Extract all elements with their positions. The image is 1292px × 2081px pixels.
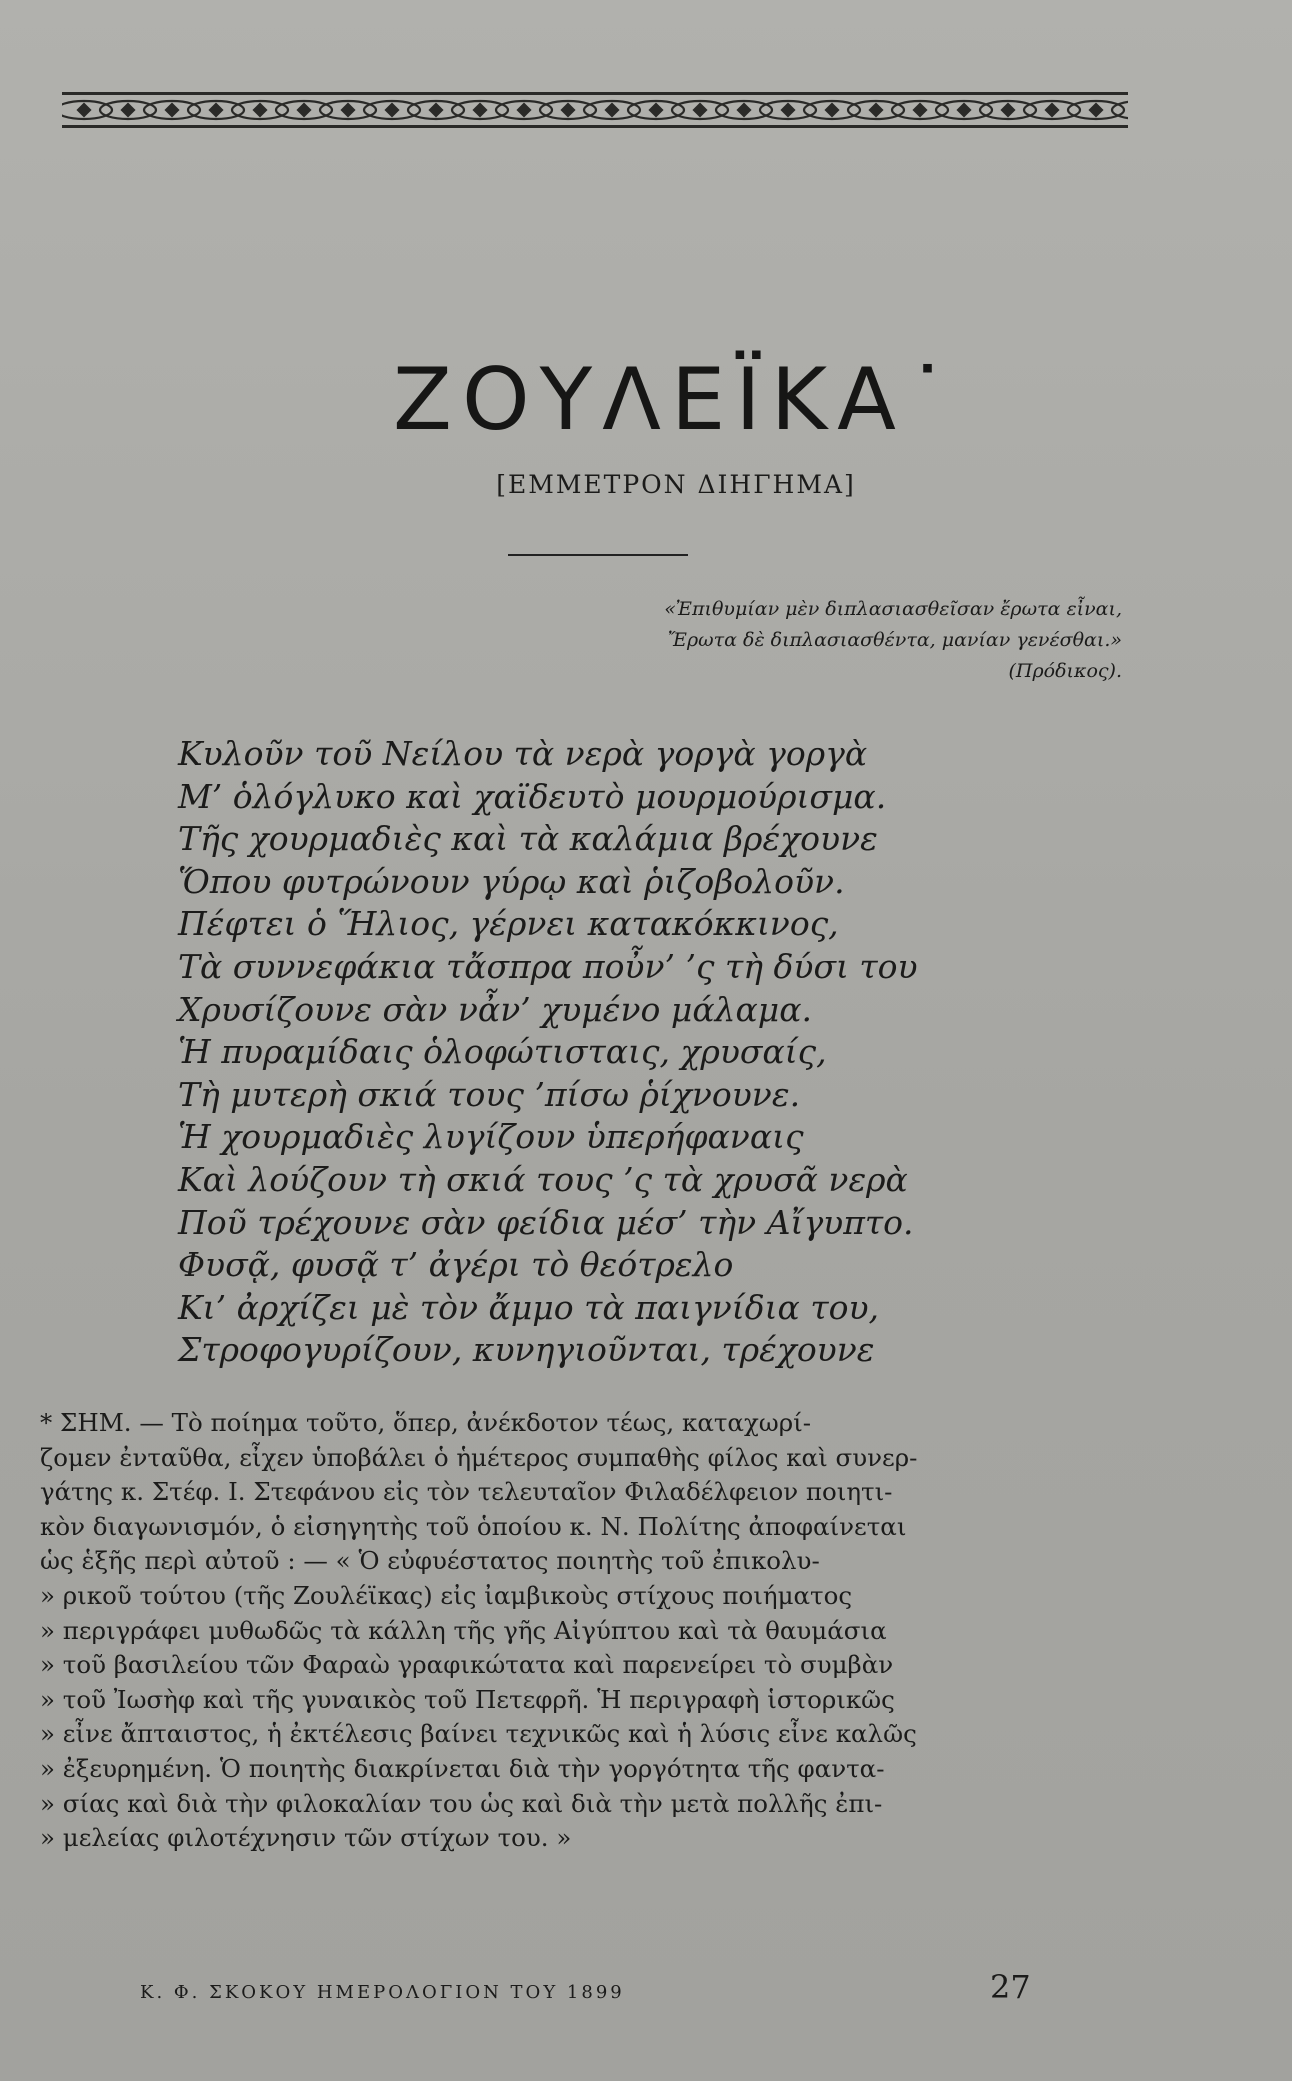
poem-line: Ἡ χουρμαδιὲς λυγίζουν ὑπερήφαναις bbox=[178, 1117, 804, 1157]
page-title: ΖΟΥΛΕΪΚΑ˙ bbox=[393, 350, 959, 450]
ornament-diamond bbox=[474, 104, 486, 116]
poem-body bbox=[178, 733, 918, 1372]
ornament-diamond bbox=[166, 104, 178, 116]
ornament-diamond bbox=[606, 104, 618, 116]
title-rule bbox=[508, 554, 688, 556]
footnote-line: » ἐξευρημένη. Ὁ ποιητὴς διακρίνεται διὰ τὴν γοργότητα τῆς φαντα- bbox=[40, 1753, 885, 1783]
poem-line: Στροφογυρίζουν, κυνηγιοῦνται, τρέχουνε bbox=[178, 1330, 875, 1370]
poem-line: Μ’ ὁλόγλυκο καὶ χαϊδευτὸ μουρμούρισμα. bbox=[178, 776, 887, 816]
footnote-line: » ρικοῦ τούτου (τῆς Ζουλέϊκας) εἰς ἰαμβικοὺς στίχους ποιήματος bbox=[40, 1580, 853, 1610]
poem-line: Κι’ ἀρχίζει μὲ τὸν ἄμμο τὰ παιγνίδια του, bbox=[178, 1287, 879, 1327]
poem-line: Τὴ μυτερὴ σκιά τους ’πίσω ῥίχνουνε. bbox=[178, 1074, 801, 1114]
page-number: 27 bbox=[990, 1968, 1031, 2006]
ornament-diamond bbox=[386, 104, 398, 116]
ornament-diamond bbox=[1090, 104, 1102, 116]
ornament-diamond bbox=[562, 104, 574, 116]
footnote-line: » σίας καὶ διὰ τὴν φιλοκαλίαν του ὡς καὶ διὰ τὴν μετὰ πολλῆς ἐπι- bbox=[40, 1788, 883, 1818]
footnote-line: » τοῦ βασιλείου τῶν Φαραὼ γραφικώτατα καὶ παρενείρει τὸ συμβὰν bbox=[40, 1650, 894, 1680]
footnote-line: γάτης κ. Στέφ. Ι. Στεφάνου εἰς τὸν τελευταῖον Φιλαδέλφειον ποιητι- bbox=[40, 1477, 893, 1507]
ornament-diamond bbox=[430, 104, 442, 116]
ornament-diamond bbox=[826, 104, 838, 116]
running-footer: Κ. Φ. ΣΚΟΚΟΥ ΗΜΕΡΟΛΟΓΙΟΝ ΤΟΥ 1899 bbox=[140, 1982, 625, 2003]
poem-line: Ὅπου φυτρώνουν γύρῳ καὶ ῥιζοβολοῦν. bbox=[178, 861, 845, 901]
footnote-line: * ΣΗΜ. — Τὸ ποίημα τοῦτο, ὅπερ, ἀνέκδοτον τέως, καταχωρί- bbox=[40, 1408, 812, 1437]
ornament-diamond bbox=[518, 104, 530, 116]
poem-line: Χρυσίζουνε σὰν νἆν’ χυμένο μάλαμα. bbox=[178, 989, 813, 1029]
page-subtitle: [ΕΜΜΕΤΡΟΝ ΔΙΗΓΗΜΑ] bbox=[496, 470, 856, 499]
footnote-line: ὡς ἑξῆς περὶ αὐτοῦ : — « Ὁ εὐφυέστατος ποιητὴς τοῦ ἐπικολυ- bbox=[40, 1546, 820, 1576]
ornament-diamond bbox=[782, 104, 794, 116]
ornament-diamond bbox=[210, 104, 222, 116]
epigraph bbox=[562, 594, 1122, 687]
ornament-band bbox=[62, 92, 1128, 128]
ornament-diamond bbox=[1046, 104, 1058, 116]
poem-line: Φυσᾷ, φυσᾷ τ’ ἀγέρι τὸ θεότρελο bbox=[178, 1245, 734, 1285]
ornament-diamond bbox=[650, 104, 662, 116]
ornament-diamond bbox=[342, 104, 354, 116]
ornament-diamond bbox=[694, 104, 706, 116]
footnote bbox=[40, 1406, 1120, 1856]
poem-line: Τὰ συννεφάκια τἄσπρα ποὖν’ ’ς τὴ δύσι του bbox=[178, 946, 918, 986]
ornament-diamond bbox=[254, 104, 266, 116]
epigraph-line: Ἔρωτα δὲ διπλασιασθέντα, μανίαν γενέσθαι.» bbox=[667, 629, 1122, 651]
footnote-line: κὸν διαγωνισμόν, ὁ εἰσηγητὴς τοῦ ὁποίου κ. Ν. Πολίτης ἀποφαίνεται bbox=[40, 1511, 907, 1541]
poem-line: Τῆς χουρμαδιὲς καὶ τὰ καλάμια βρέχουνε bbox=[178, 819, 878, 859]
ornament-diamond bbox=[958, 104, 970, 116]
footnote-line: ζομεν ἐνταῦθα, εἶχεν ὑποβάλει ὁ ἡμέτερος συμπαθὴς φίλος καὶ συνερ- bbox=[40, 1442, 918, 1472]
epigraph-attribution: (Πρόδικος). bbox=[1008, 660, 1122, 682]
ornament-diamond bbox=[298, 104, 310, 116]
poem-line: Ἡ πυραμίδαις ὁλοφώτισταις, χρυσαίς, bbox=[178, 1032, 827, 1072]
ornament-diamond bbox=[870, 104, 882, 116]
ornament-diamond bbox=[914, 104, 926, 116]
ornament-diamond bbox=[78, 104, 90, 116]
footnote-line: » εἶνε ἄπταιστος, ἡ ἐκτέλεσις βαίνει τεχνικῶς καὶ ἡ λύσις εἶνε καλῶς bbox=[40, 1719, 917, 1749]
poem-line: Πέφτει ὁ Ἥλιος, γέρνει κατακόκκινος, bbox=[178, 904, 839, 944]
ornament-diamond bbox=[1002, 104, 1014, 116]
poem-line: Καὶ λούζουν τὴ σκιά τους ’ς τὰ χρυσᾶ νερὰ bbox=[178, 1159, 908, 1199]
epigraph-line: «Ἐπιθυμίαν μὲν διπλασιασθεῖσαν ἔρωτα εἶναι, bbox=[664, 598, 1122, 620]
ornament-diamond bbox=[738, 104, 750, 116]
poem-line: Ποῦ τρέχουνε σὰν φείδια μέσ’ τὴν Αἴγυπτο. bbox=[178, 1202, 914, 1242]
poem-line: Κυλοῦν τοῦ Νείλου τὰ νερὰ γοργὰ γοργὰ bbox=[178, 734, 868, 773]
footnote-line: » περιγράφει μυθωδῶς τὰ κάλλη τῆς γῆς Αἰγύπτου καὶ τὰ θαυμάσια bbox=[40, 1615, 887, 1645]
footnote-line: » τοῦ Ἰωσὴφ καὶ τῆς γυναικὸς τοῦ Πετεφρῆ. Ἡ περιγραφὴ ἱστορικῶς bbox=[40, 1684, 895, 1714]
ornament-diamond bbox=[122, 104, 134, 116]
footnote-line: » μελείας φιλοτέχνησιν τῶν στίχων του. » bbox=[40, 1823, 572, 1853]
